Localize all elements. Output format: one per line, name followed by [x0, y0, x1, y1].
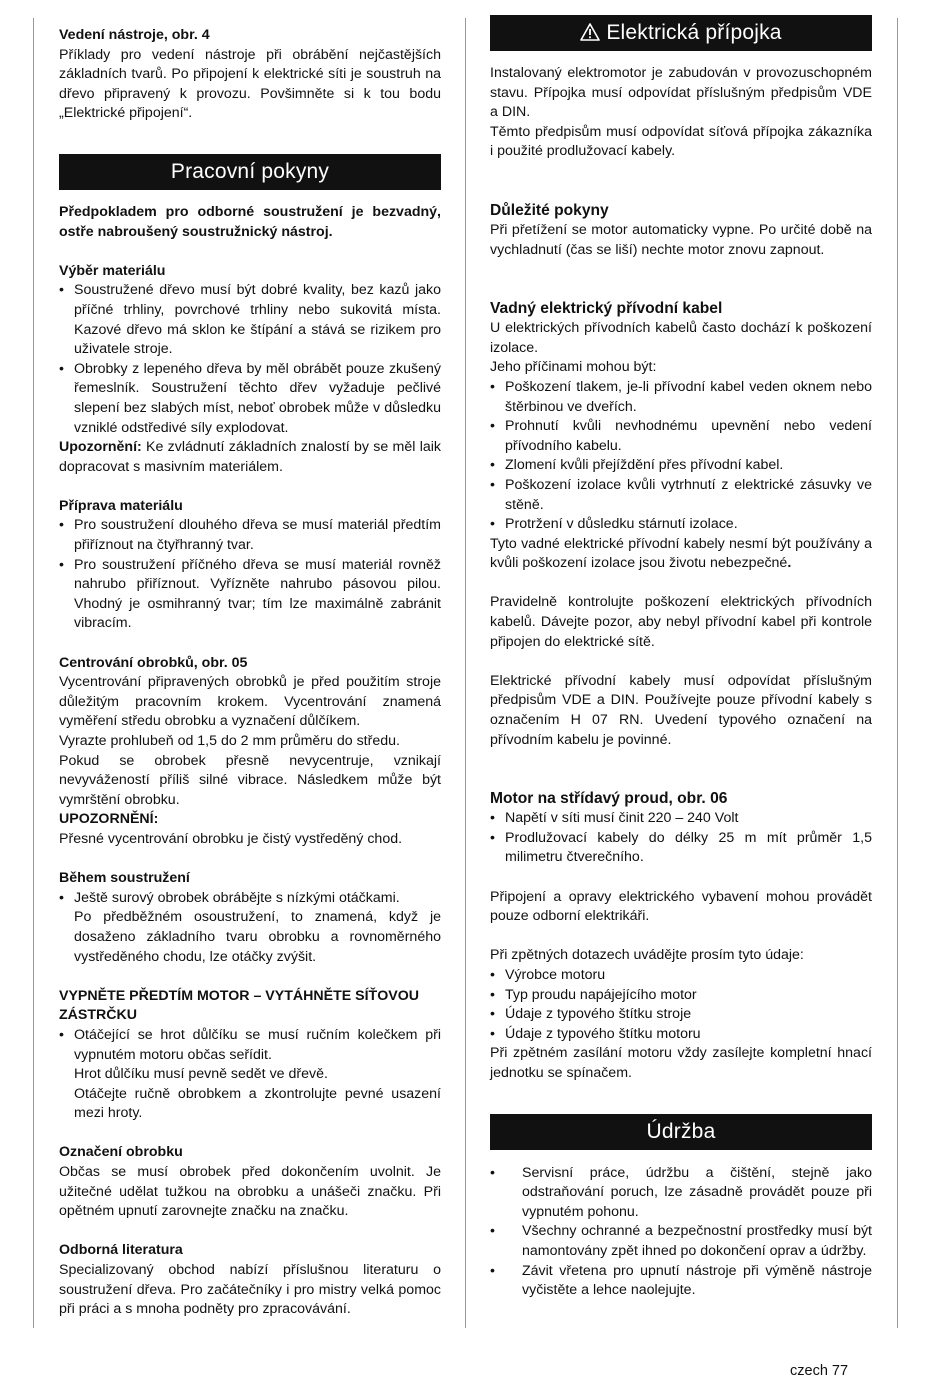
- left-column: [59, 26, 441, 1320]
- page-number-footer: czech 77: [790, 1363, 849, 1379]
- list-item: • Servisní práce, údržbu a čištění, stejně jako odstraňování poruch, lze zásadně provádět pouze při vypnutém pohonu.: [490, 1164, 872, 1223]
- left-margin-rule: [33, 18, 34, 1328]
- list-item: • Závit vřetena pro upnutí nástroje při výměně nástroje vyčistěte a lehce naolejujte.: [490, 1262, 872, 1301]
- paragraph-upozorneni2: Přesné vycentrování obrobku je čistý vystředěný chod.: [59, 830, 403, 847]
- section-heading-oznaceni: Označení obrobku: [59, 1144, 183, 1161]
- paragraph-intro-2: Těmto předpisům musí odpovídat síťová přípojka zákazníka i použité prodlužovací kabely.: [490, 123, 872, 160]
- list-item: • Údaje z typového štítku motoru: [490, 1025, 872, 1045]
- paragraph-literatura: Specializovaný obchod nabízí příslušnou literaturu o soustružení dřeva. Pro začátečníky i pro mistry velká pomoc při práci a s mnoha podněty pro zpracovávání.: [59, 1262, 441, 1318]
- upozorneni-label: Upozornění:: [59, 439, 142, 456]
- section-heading-vyber: Výběr materiálu: [59, 262, 166, 279]
- right-margin-rule: [897, 18, 898, 1328]
- list-item: • Výrobce motoru: [490, 966, 872, 986]
- list-item: • Všechny ochranné a bezpečnostní prostředky musí být namontovány zpět ihned po dokončení oprav a údržby.: [490, 1222, 872, 1261]
- section-heading-centrovani: Centrování obrobků, obr. 05: [59, 654, 248, 671]
- list-udrzba: [490, 1164, 872, 1301]
- list-item: • Pro soustružení dlouhého dřeva se musí materiál předtím přiříznout na čtyřhranný tvar.: [59, 516, 441, 555]
- paragraph-vadny-1: U elektrických přívodních kabelů často dochází k poškození izolace.: [490, 320, 872, 356]
- paragraph-upozorneni: [59, 438, 441, 477]
- list-motor: [490, 809, 872, 868]
- list-item: • Prodlužovací kabely do délky 25 m mít průměr 1,5 milimetru čtverečního.: [490, 829, 872, 868]
- upozorneni2-label: UPOZORNĚNÍ:: [59, 811, 159, 828]
- paragraph-centrovani-3: Pokud se obrobek přesně nevycentruje, vznikají nevyvážeností příliš silné vibrace. Následkem může být vymrštění obrobku.: [59, 752, 441, 808]
- column-divider-rule: [465, 18, 466, 1328]
- list-dotazy: [490, 966, 872, 1044]
- section-heading-vadny: Vadný elektrický přívodní kabel: [490, 300, 723, 318]
- band-title-elektricka: Elektrická přípojka: [606, 21, 782, 44]
- list-item: • Poškození izolace kvůli vytrhnutí z elektrické zásuvky ve stěně.: [490, 476, 872, 515]
- list-vadny: [490, 378, 872, 535]
- list-item: • Protržení v důsledku stárnutí izolace.: [490, 515, 872, 535]
- warning-triangle-icon: [580, 23, 600, 41]
- section-heading-dulezite: Důležité pokyny: [490, 201, 609, 219]
- list-item: • Prohnutí kvůli nevhodnému upevnění nebo vedení přívodního kabelu.: [490, 417, 872, 456]
- section-heading-vypnete: VYPNĚTE PŘEDTÍM MOTOR – VYTÁHNĚTE SÍŤOVOU ZÁSTRČKU: [59, 987, 419, 1024]
- list-item: • Soustružené dřevo musí být dobré kvality, bez kazů jako příčné trhliny, povrchové trhliny nebo sukovitá místa. Kazové dřevo má sklon ke štípání a stává se rizikem pro uživatele stroje.: [59, 281, 441, 359]
- section-heading-behem: Během soustružení: [59, 870, 190, 887]
- section-heading-vedeni: Vedení nástroje, obr. 4: [59, 27, 210, 43]
- section-band-elektricka-pripojka: [490, 15, 872, 51]
- vadny-3-text: Tyto vadné elektrické přívodní kabely nesmí být používány a kvůli poškození izolace jsou životu nebezpečné: [490, 535, 872, 572]
- list-item: • Napětí v síti musí činit 220 – 240 Volt: [490, 809, 872, 829]
- paragraph-vadny-3: [490, 535, 872, 574]
- paragraph-vypnete-cont-1: Hrot důlčíku musí pevně sedět ve dřevě.: [74, 1066, 328, 1083]
- paragraph-predpisy: Elektrické přívodní kabely musí odpovídat příslušným předpisům VDE a DIN. Používejte pouze přívodní kabely s označením H 07 RN. Uvedení typového označení na přívodním kabelu je povinné.: [490, 672, 872, 748]
- paragraph-opravy: Připojení a opravy elektrického vybavení mohou provádět pouze odborní elektrikáři.: [490, 888, 872, 925]
- list-vypnete: [59, 1026, 441, 1065]
- paragraph-vedeni: Příklady pro vedení nástroje při obrábění nejčastějších základních tvarů. Po připojení k elektrické síti je soustruh na dřevo připravený k provozu. Povšimněte si k tou bodu „Elektrické připojení“.: [59, 46, 441, 122]
- paragraph-intro-1: Instalovaný elektromotor je zabudován v provozuschopném stavu. Přípojka musí odpovídat příslušným předpisům VDE a DIN.: [490, 65, 872, 121]
- list-item: • Typ proudu napájejícího motor: [490, 986, 872, 1006]
- intro-paragraph: Předpokladem pro odborné soustružení je bezvadný, ostře nabroušený soustružnický nástroj.: [59, 203, 441, 240]
- paragraph-centrovani-2: Vyrazte prohlubeň od 1,5 do 2 mm průměru do středu.: [59, 733, 400, 749]
- list-item: • Údaje z typového štítku stroje: [490, 1005, 872, 1025]
- vadny-3-end: .: [787, 555, 792, 572]
- paragraph-zasilani: Při zpětném zasílání motoru vždy zasílejte kompletní hnací jednotku se spínačem.: [490, 1045, 872, 1081]
- paragraph-dotazy: Při zpětných dotazech uvádějte prosím tyto údaje:: [490, 947, 804, 964]
- section-heading-priprava: Příprava materiálu: [59, 497, 183, 514]
- list-vyber: [59, 281, 441, 438]
- paragraph-dulezite: Při přetížení se motor automaticky vypne. Po určité době na vychladnutí (čas se liší) nechte motor znovu zapnout.: [490, 221, 872, 258]
- paragraph-centrovani-1: Vycentrování připravených obrobků je před použitím stroje důležitým pracovním krokem. Vycentrování znamená vyměření středu obrobku a vyznačení důlčíkem.: [59, 674, 441, 730]
- section-heading-literatura: Odborná literatura: [59, 1242, 183, 1259]
- right-column: [490, 15, 872, 1301]
- paragraph-kontrola: Pravidelně kontrolujte poškození elektrických přívodních kabelů. Dávejte pozor, aby nebyl přívodní kabel při kontrole připojen do elektrické sítě.: [490, 594, 872, 650]
- list-item: • Pro soustružení příčného dřeva se musí materiál rovněž nahrubo přiříznout. Vyřízněte nahrubo pásovou pilou. Vhodný je osmihranný tvar; tím lze maximálně zabránit vibracím.: [59, 556, 441, 634]
- list-item: • Poškození tlakem, je-li přívodní kabel veden oknem nebo štěrbinou ve dveřích.: [490, 378, 872, 417]
- list-item: • Obrobky z lepeného dřeva by měl obrábět pouze zkušený řemeslník. Soustružení těchto dřev vyžaduje pečlivé slepení bez slabých míst, neboť obrobek může v důsledku vzniklé odstředivé síly explodovat.: [59, 360, 441, 438]
- list-priprava: [59, 516, 441, 634]
- list-item: • Ještě surový obrobek obrábějte s nízkými otáčkami.: [59, 889, 441, 909]
- list-behem: [59, 889, 441, 909]
- paragraph-vypnete-cont-2: Otáčejte ručně obrobkem a zkontrolujte pevné usazení mezi hroty.: [74, 1085, 441, 1122]
- list-item: • Zlomení kvůli přejíždění přes přívodní kabel.: [490, 456, 872, 476]
- paragraph-oznaceni: Občas se musí obrobek před dokončením uvolnit. Je užitečné udělat tužkou na obrobku a unášeči značku. Při opětném upnutí zarovnejte značku na značku.: [59, 1164, 441, 1220]
- list-item: • Otáčející se hrot důlčíku se musí ručním kolečkem při vypnutém motoru občas seřídit.: [59, 1026, 441, 1065]
- paragraph-vadny-2: Jeho příčinami mohou být:: [490, 359, 657, 376]
- section-band-udrzba: Údržba: [490, 1114, 872, 1150]
- section-band-pracovni-pokyny: Pracovní pokyny: [59, 154, 441, 190]
- paragraph-behem-cont: Po předběžném osoustružení, to znamená, když je dosaženo základního tvaru obrobku a rovnoměrného vystředěného chodu, lze otáčky zvýšit.: [74, 909, 441, 965]
- section-heading-motor: Motor na střídavý proud, obr. 06: [490, 790, 728, 808]
- upozorneni-text: Ke zvládnutí základních znalostí by se měl laik dopracovat s masivním materiálem.: [59, 439, 441, 475]
